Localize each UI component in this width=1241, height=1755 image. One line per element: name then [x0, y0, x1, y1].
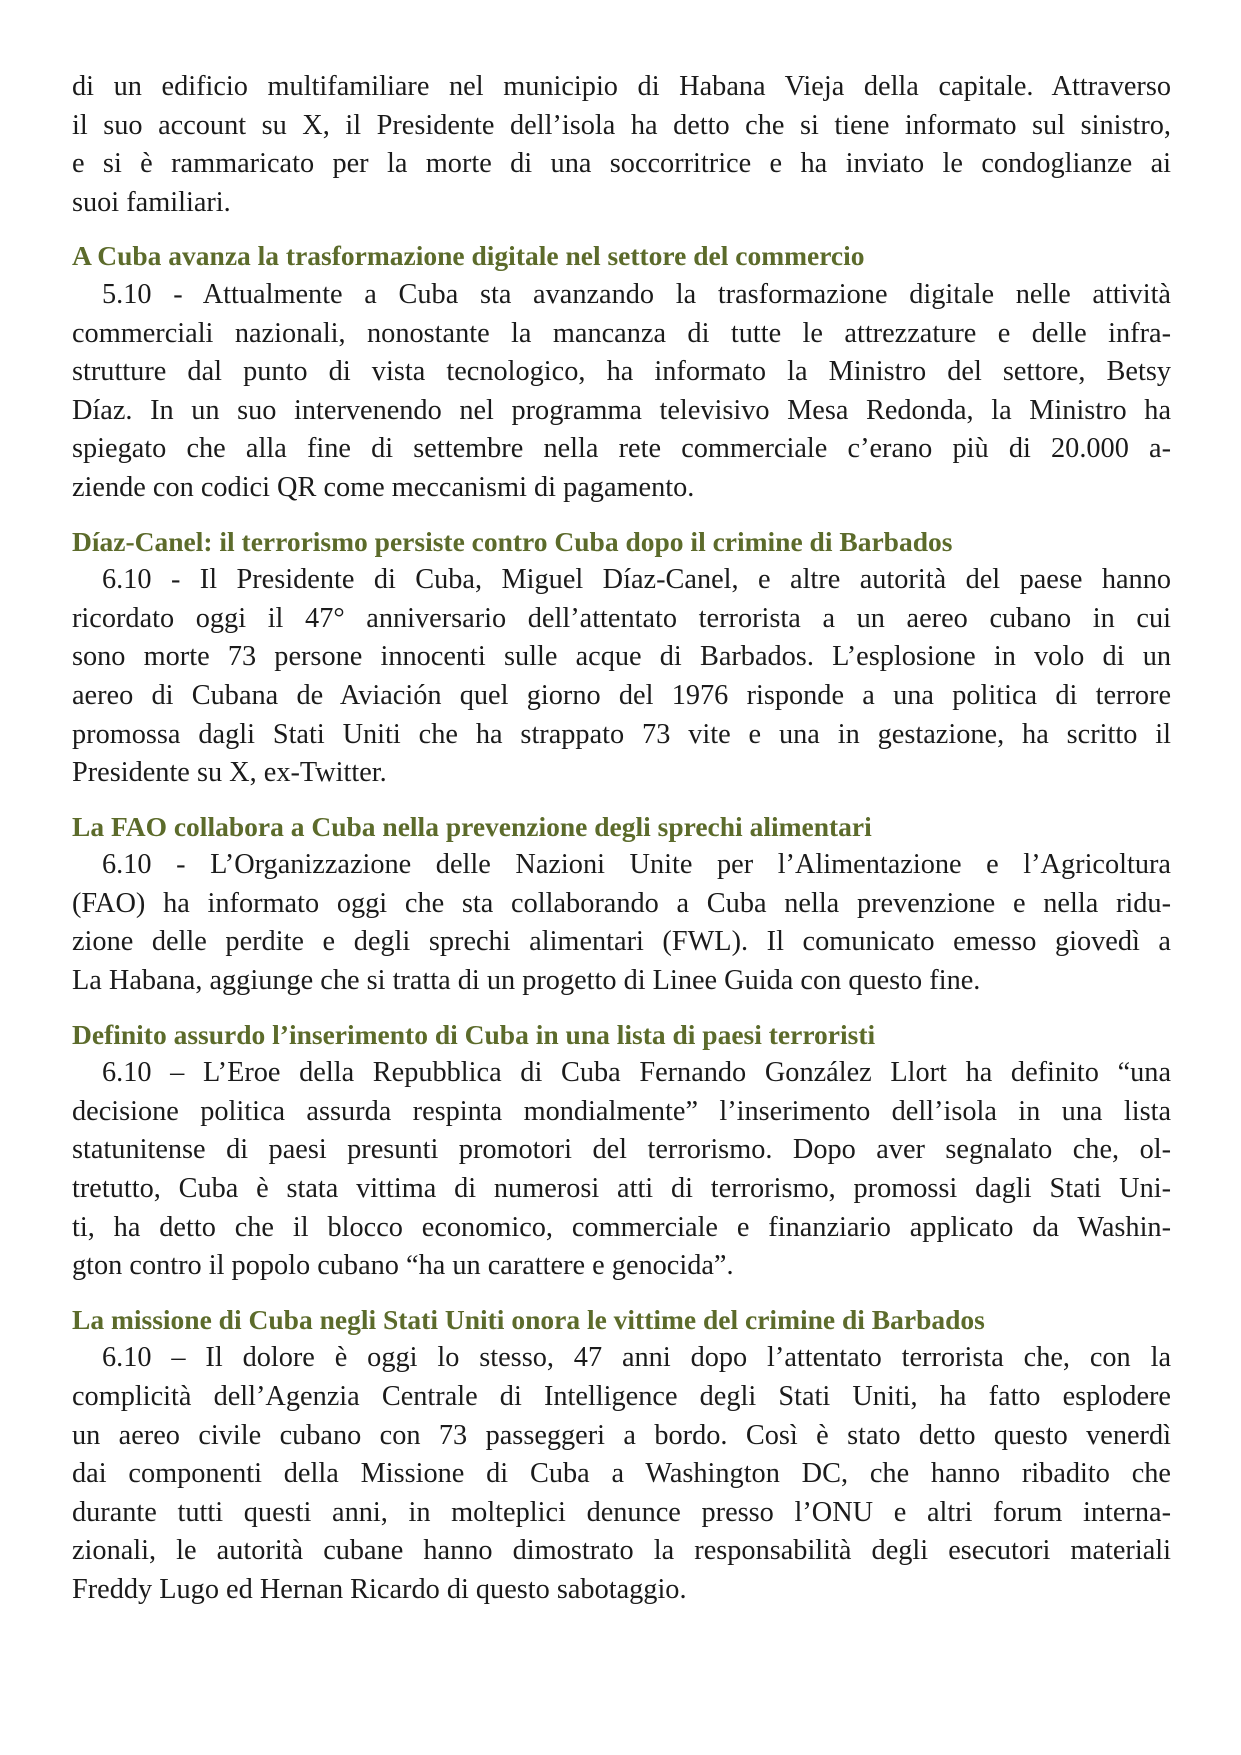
article-body: [72, 1339, 1171, 1609]
text-line: Díaz. In un suo intervenendo nel programma televisivo Mesa Redonda, la Ministro ha: [72, 394, 1171, 426]
text-line: decisione politica assurda respinta mondialmente” l’inserimento dell’isola in una lista: [72, 1095, 1171, 1127]
article-commercio-digitale: [72, 237, 1171, 507]
article-missione-washington: [72, 1301, 1171, 1610]
article-body: [72, 276, 1171, 508]
text-line: complicità dell’Agenzia Centrale di Intelligence degli Stati Uniti, ha fatto esplodere: [72, 1381, 1171, 1412]
text-line: 6.10 – L’Eroe della Repubblica di Cuba Fernando González Llort ha definito “una: [102, 1057, 1171, 1089]
text-line: 6.10 - L’Organizzazione delle Nazioni Unite per l’Alimentazione e l’Agricoltura: [102, 849, 1171, 881]
text-line: promossa dagli Stati Uniti che ha strappato 73 vite e una in gestazione, ha scritto il: [72, 718, 1171, 750]
text-line: tretutto, Cuba è stata vittima di numerosi atti di terrorismo, promossi dagli Stati Uni-: [72, 1173, 1171, 1205]
text-line: La Habana, aggiunge che si tratta di un progetto di Linee Guida con questo fine.: [72, 965, 981, 997]
article-lista-terroristi: [72, 1016, 1171, 1286]
intro-paragraph: [72, 68, 1171, 222]
article-headline: Díaz-Canel: il terrorismo persiste contro Cuba dopo il crimine di Barbados: [72, 525, 953, 557]
text-line: durante tutti questi anni, in molteplici denunce presso l’ONU e altri forum interna-: [72, 1496, 1171, 1528]
intro-text: [72, 68, 1171, 222]
text-line: strutture dal punto di vista tecnologico, ha informato la Ministro del settore, Betsy: [72, 356, 1171, 388]
text-line: dai componenti della Missione di Cuba a Washington DC, che hanno ribadito che: [72, 1458, 1171, 1490]
text-line: ziende con codici QR come meccanismi di pagamento.: [72, 471, 695, 503]
article-headline: La FAO collabora a Cuba nella prevenzione degli sprechi alimentari: [72, 810, 872, 842]
article-crimine-barbados: [72, 523, 1171, 793]
text-line: sono morte 73 persone innocenti sulle acque di Barbados. L’esplosione in volo di un: [72, 641, 1171, 673]
text-line: statunitense di paesi presunti promotori del terrorismo. Dopo aver segnalato che, ol-: [72, 1134, 1171, 1166]
article-headline: Definito assurdo l’inserimento di Cuba in una lista di paesi terroristi: [72, 1018, 876, 1050]
article-headline: A Cuba avanza la trasformazione digitale nel settore del commercio: [72, 240, 865, 272]
text-line: suoi familiari.: [72, 186, 231, 218]
text-line: spiegato che alla fine di settembre nella rete commerciale c’erano più di 20.000 a-: [72, 433, 1171, 465]
article-fao-sprechi: [72, 808, 1171, 1001]
article-headline: La missione di Cuba negli Stati Uniti onora le vittime del crimine di Barbados: [72, 1303, 985, 1335]
text-line: il suo account su X, il Presidente dell’isola ha detto che si tiene informato sul sinistro,: [72, 109, 1171, 141]
text-line: zione delle perdite e degli sprechi alimentari (FWL). Il comunicato emesso giovedì a: [72, 926, 1171, 958]
article-body: [72, 1054, 1171, 1286]
text-line: 5.10 - Attualmente a Cuba sta avanzando la trasformazione digitale nelle attività: [102, 278, 1171, 310]
text-line: 6.10 – Il dolore è oggi lo stesso, 47 anni dopo l’attentato terrorista che, con la: [102, 1342, 1171, 1374]
text-line: ricordato oggi il 47° anniversario dell’attentato terrorista a un aereo cubano in cui: [72, 602, 1171, 634]
text-line: commerciali nazionali, nonostante la mancanza di tutte le attrezzature e delle infra-: [72, 317, 1171, 349]
text-line: di un edificio multifamiliare nel municipio di Habana Vieja della capitale. Attraverso: [72, 71, 1171, 102]
article-body: [72, 846, 1171, 1000]
text-line: zionali, le autorità cubane hanno dimostrato la responsabilità degli esecutori materiali: [72, 1535, 1171, 1567]
text-line: un aereo civile cubano con 73 passeggeri a bordo. Così è stato detto questo venerdì: [72, 1419, 1171, 1451]
text-line: Presidente su X, ex-Twitter.: [72, 757, 387, 789]
article-body: [72, 561, 1171, 793]
text-line: gton contro il popolo cubano “ha un carattere e genocida”.: [72, 1250, 734, 1282]
text-line: e si è rammaricato per la morte di una soccorritrice e ha inviato le condoglianze ai: [72, 148, 1171, 180]
text-line: Freddy Lugo ed Hernan Ricardo di questo sabotaggio.: [72, 1573, 687, 1605]
text-line: 6.10 - Il Presidente di Cuba, Miguel Díaz-Canel, e altre autorità del paese hanno: [102, 564, 1171, 596]
text-line: ti, ha detto che il blocco economico, commerciale e finanziario applicato da Washin-: [72, 1211, 1171, 1243]
text-line: aereo di Cubana de Aviación quel giorno del 1976 risponde a una politica di terrore: [72, 679, 1171, 711]
text-line: (FAO) ha informato oggi che sta collaborando a Cuba nella prevenzione e nella ridu-: [72, 887, 1171, 919]
